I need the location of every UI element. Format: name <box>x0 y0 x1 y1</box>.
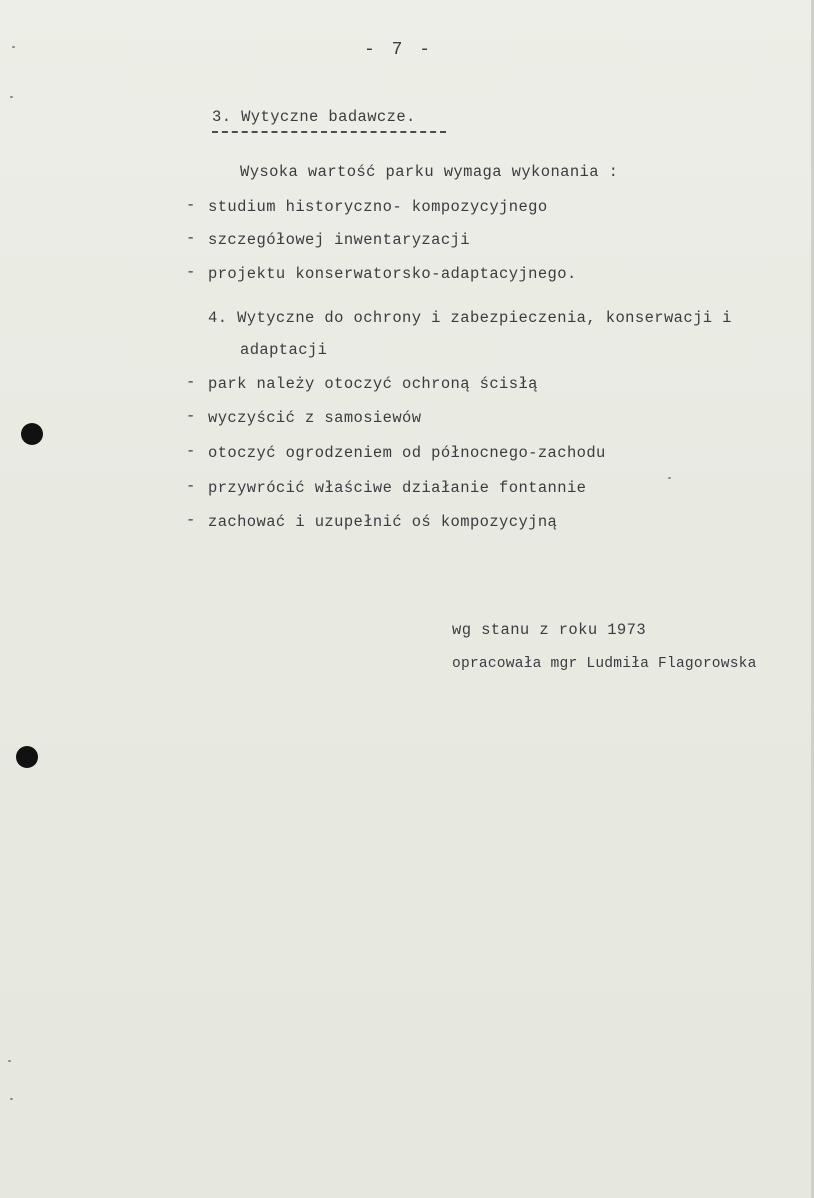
page-number: - 7 - <box>364 40 434 60</box>
list-marker: - <box>186 263 196 281</box>
punch-hole-top <box>21 423 43 445</box>
paper-speck <box>10 1098 13 1100</box>
list-item: studium historyczno- kompozycyjnego <box>208 198 548 216</box>
paper-speck <box>10 96 13 98</box>
list-marker: - <box>186 196 196 214</box>
list-marker: - <box>186 407 196 425</box>
section-3-heading-underline <box>212 131 446 133</box>
list-marker: - <box>186 477 196 495</box>
section-3-intro: Wysoka wartość parku wymaga wykonania : <box>240 163 619 181</box>
list-item: szczegółowej inwentaryzacji <box>208 231 470 249</box>
list-marker: - <box>186 511 196 529</box>
paper-speck <box>8 1060 11 1062</box>
list-marker: - <box>186 373 196 391</box>
list-item: przywrócić właściwe działanie fontannie <box>208 479 587 497</box>
list-item: zachować i uzupełnić oś kompozycyjną <box>208 513 558 531</box>
list-marker: - <box>186 442 196 460</box>
section-3-heading: 3. Wytyczne badawcze. <box>212 108 416 126</box>
list-item: otoczyć ogrodzeniem od północnego-zachodu <box>208 444 606 462</box>
list-marker: - <box>186 229 196 247</box>
punch-hole-bottom <box>16 746 38 768</box>
section-4-heading-line-2: adaptacji <box>240 341 328 359</box>
list-item: wyczyścić z samosiewów <box>208 409 422 427</box>
list-item: park należy otoczyć ochroną ścisłą <box>208 375 538 393</box>
footer-state-line: wg stanu z roku 1973 <box>452 621 647 639</box>
list-item: projektu konserwatorsko-adaptacyjnego. <box>208 265 577 283</box>
paper-speck <box>668 477 671 479</box>
footer-author-line: opracowała mgr Ludmiła Flagorowska <box>452 656 757 672</box>
paper-speck <box>12 46 15 48</box>
section-4-heading-line-1: 4. Wytyczne do ochrony i zabezpieczenia, konserwacji i <box>208 309 732 327</box>
